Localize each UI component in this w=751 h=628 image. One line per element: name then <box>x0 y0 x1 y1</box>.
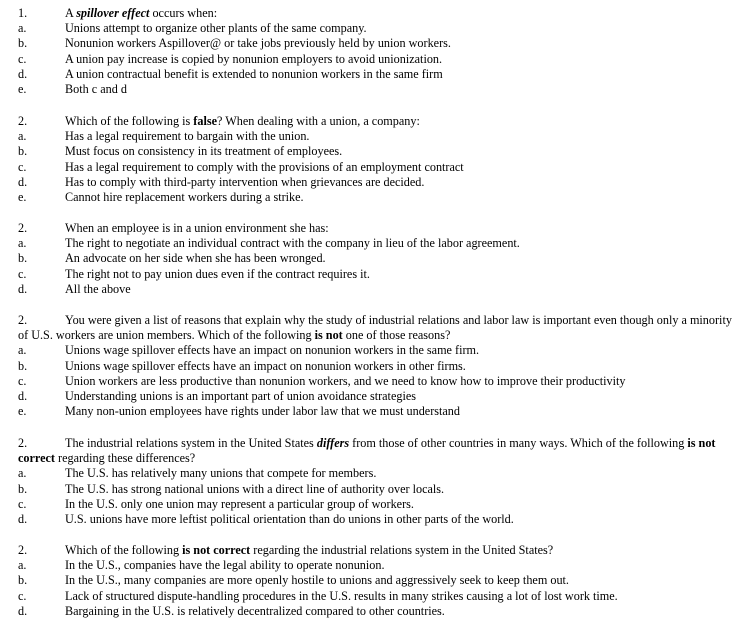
stem-text: from those of other countries in many ways. Which of the following <box>349 436 688 450</box>
option-text: Has to comply with third-party intervention when grievances are decided. <box>65 174 425 189</box>
option-text: Unions attempt to organize other plants of the same company. <box>65 21 367 36</box>
answer-option <box>0 52 751 67</box>
answer-option <box>0 589 751 604</box>
answer-option <box>0 190 751 205</box>
question-3 <box>0 221 751 297</box>
stem-text: You were given a list of reasons that explain why the study of industrial relations and labor law is important even though only a minority of U.S. workers are union members. Which of the following <box>18 313 732 343</box>
option-text: The U.S. has relatively many unions that compete for members. <box>65 466 377 481</box>
stem-text: A <box>65 6 77 20</box>
option-letter: a. <box>18 129 27 144</box>
option-text: In the U.S., companies have the legal ability to operate nonunion. <box>65 558 385 573</box>
stem-text: one of those reasons? <box>342 328 451 343</box>
question-number: 1. <box>18 6 28 20</box>
answer-option <box>0 175 751 190</box>
answer-option <box>0 389 751 404</box>
question-stem <box>0 313 751 343</box>
option-text: Has a legal requirement to comply with the provisions of an employment contract <box>65 159 464 174</box>
answer-option <box>0 359 751 374</box>
option-text: The right not to pay union dues even if the contract requires it. <box>65 266 370 281</box>
question-1 <box>0 6 751 97</box>
answer-option <box>0 466 751 481</box>
option-text: Understanding unions is an important part of union avoidance strategies <box>65 388 416 403</box>
answer-option <box>0 67 751 82</box>
option-letter: a. <box>18 236 27 251</box>
option-letter: b. <box>18 358 28 373</box>
option-letter: c. <box>18 51 27 66</box>
option-text: Bargaining in the U.S. is relatively decentralized compared to other countries. <box>65 603 445 618</box>
option-letter: e. <box>18 189 27 204</box>
answer-option <box>0 282 751 297</box>
question-stem <box>0 436 751 466</box>
answer-option <box>0 144 751 159</box>
answer-option <box>0 604 751 619</box>
option-text: Cannot hire replacement workers during a strike. <box>65 189 304 204</box>
answer-option <box>0 573 751 588</box>
stem-text: Which of the following is <box>65 114 194 128</box>
option-letter: d. <box>18 66 28 81</box>
option-letter: b. <box>18 144 28 159</box>
question-stem <box>0 6 751 21</box>
option-text: All the above <box>65 281 131 296</box>
stem-text: Which of the following <box>65 543 183 557</box>
option-text: Many non-union employees have rights under labor law that we must understand <box>65 404 460 419</box>
option-letter: c. <box>18 496 27 511</box>
option-text: Nonunion workers Aspillover@ or take jobs previously held by union workers. <box>65 36 451 51</box>
stem-emphasis: spillover effect <box>76 6 150 20</box>
option-text: Must focus on consistency in its treatment of employees. <box>65 144 343 159</box>
question-number: 2. <box>18 114 28 128</box>
option-letter: c. <box>18 373 27 388</box>
option-letter: a. <box>18 558 27 573</box>
option-letter: c. <box>18 159 27 174</box>
stem-text: The industrial relations system in the United States <box>65 436 317 450</box>
question-number: 2. <box>18 543 28 557</box>
stem-text: ? When dealing with a union, a company: <box>217 114 420 128</box>
option-letter: a. <box>18 466 27 481</box>
answer-option <box>0 482 751 497</box>
stem-emphasis: is not <box>314 328 343 343</box>
option-letter: e. <box>18 81 27 96</box>
option-text: U.S. unions have more leftist political orientation than do unions in other parts of the world. <box>65 511 514 526</box>
option-letter: d. <box>18 603 28 618</box>
option-letter: b. <box>18 36 28 51</box>
stem-text: When an employee is in a union environment she has: <box>65 221 329 235</box>
stem-text: occurs when: <box>149 6 218 20</box>
answer-option <box>0 267 751 282</box>
question-stem <box>0 221 751 236</box>
option-text: A union pay increase is copied by nonunion employers to avoid unionization. <box>65 51 443 66</box>
option-letter: c. <box>18 266 27 281</box>
answer-option <box>0 251 751 266</box>
answer-option <box>0 497 751 512</box>
answer-option <box>0 129 751 144</box>
option-letter: b. <box>18 573 28 588</box>
option-letter: b. <box>18 481 28 496</box>
answer-option <box>0 36 751 51</box>
option-letter: e. <box>18 404 27 419</box>
question-5 <box>0 436 751 527</box>
question-number: 2. <box>18 436 28 450</box>
option-text: Unions wage spillover effects have an impact on nonunion workers in other firms. <box>65 358 466 373</box>
option-text: Unions wage spillover effects have an impact on nonunion workers in the same firm. <box>65 343 480 358</box>
question-4 <box>0 313 751 419</box>
option-text: A union contractual benefit is extended to nonunion workers in the same firm <box>65 66 443 81</box>
question-2 <box>0 114 751 205</box>
option-letter: c. <box>18 588 27 603</box>
answer-option <box>0 343 751 358</box>
option-text: Union workers are less productive than nonunion workers, and we need to know how to improve their productivity <box>65 373 626 388</box>
answer-option <box>0 404 751 419</box>
answer-option <box>0 82 751 97</box>
answer-option <box>0 236 751 251</box>
option-text: An advocate on her side when she has been wronged. <box>65 251 326 266</box>
answer-option <box>0 21 751 36</box>
stem-emphasis: is not correct <box>18 436 716 466</box>
answer-option <box>0 160 751 175</box>
option-letter: d. <box>18 388 28 403</box>
option-text: The right to negotiate an individual contract with the company in lieu of the labor agreement. <box>65 236 520 251</box>
answer-option <box>0 558 751 573</box>
option-letter: d. <box>18 281 28 296</box>
option-text: Lack of structured dispute-handling procedures in the U.S. results in many strikes causing a lot of lost work time. <box>65 588 618 603</box>
question-stem <box>0 543 751 558</box>
question-number: 2. <box>18 313 28 327</box>
question-6 <box>0 543 751 619</box>
question-stem <box>0 114 751 129</box>
stem-emphasis: false <box>193 114 217 128</box>
option-letter: d. <box>18 174 28 189</box>
option-letter: a. <box>18 343 27 358</box>
option-text: Has a legal requirement to bargain with the union. <box>65 129 310 144</box>
option-text: In the U.S. only one union may represent a particular group of workers. <box>65 496 414 511</box>
stem-text: regarding these differences? <box>54 451 196 466</box>
option-text: In the U.S., many companies are more openly hostile to unions and aggressively seek to keep them out. <box>65 573 569 588</box>
stem-emphasis: is not correct <box>182 543 251 557</box>
answer-option <box>0 512 751 527</box>
question-number: 2. <box>18 221 28 235</box>
option-letter: b. <box>18 251 28 266</box>
option-text: The U.S. has strong national unions with a direct line of authority over locals. <box>65 481 445 496</box>
option-text: Both c and d <box>65 81 127 96</box>
option-letter: d. <box>18 511 28 526</box>
stem-text: regarding the industrial relations system in the United States? <box>250 543 554 557</box>
answer-option <box>0 374 751 389</box>
stem-emphasis: differs <box>316 436 350 450</box>
option-letter: a. <box>18 21 27 36</box>
